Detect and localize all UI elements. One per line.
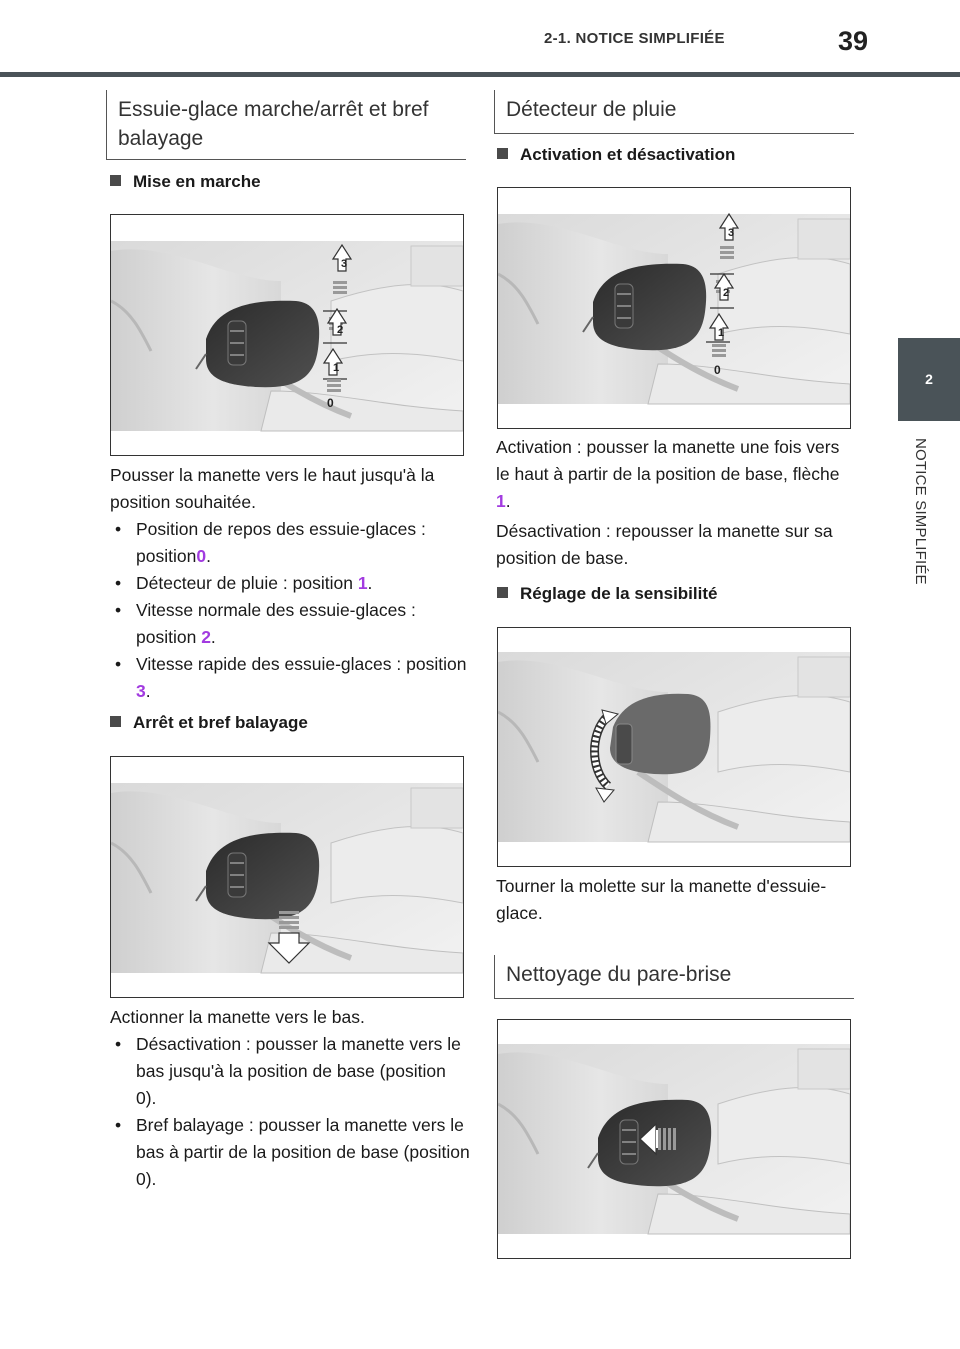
square-bullet-icon: [110, 175, 121, 186]
figure-label: 1: [718, 327, 725, 339]
figure-label: 1: [333, 362, 340, 374]
mise-en-marche-intro: Pousser la manette vers le haut jusqu'à la position souhaitée.: [110, 465, 435, 512]
sensitivity-dial-illustration: [498, 628, 850, 866]
running-header-section: 2-1. NOTICE SIMPLIFIÉE: [544, 30, 725, 47]
figure-activation: [497, 187, 851, 429]
figure-label: 3: [728, 227, 735, 239]
subheading-mise-en-marche: [110, 172, 261, 192]
square-bullet-icon: [497, 148, 508, 159]
subheading-label: Arrêt et bref balayage: [133, 713, 308, 732]
page-number: 39: [838, 26, 869, 56]
chapter-tab-label: NOTICE SIMPLIFIÉE: [912, 438, 929, 585]
subheading-label: Activation et désactivation: [520, 145, 736, 164]
figure-nettoyage: [497, 1019, 851, 1259]
list-item: • Bref balayage : pousser la manette vers le bas à partir de la position de base (position 0).: [110, 1112, 470, 1193]
subheading-activation: [497, 145, 735, 165]
figure-label: 2: [723, 287, 730, 299]
section-heading-essuie-glace: Essuie-glace marche/arrêt et bref balayage: [106, 90, 466, 160]
subheading-sensibilite: [497, 584, 717, 604]
desactivation-text: Désactivation : repousser la manette sur sa position de base.: [496, 521, 833, 568]
activation-text: Activation : pousser la manette une fois vers le haut à partir de la position de base, flèche 1.: [496, 437, 840, 511]
arret-intro: Actionner la manette vers le bas.: [110, 1007, 365, 1027]
square-bullet-icon: [110, 716, 121, 727]
figure-arret: [110, 756, 464, 998]
header-rule: [0, 72, 960, 77]
rain-sensor-stalk-illustration: [498, 188, 850, 428]
square-bullet-icon: [497, 587, 508, 598]
figure-label: 2: [337, 324, 344, 336]
arret-list: [110, 1031, 470, 1193]
figure-label: 3: [341, 258, 348, 270]
figure-label: 0: [714, 363, 721, 377]
subheading-arret: [110, 713, 308, 733]
section-heading-nettoyage: Nettoyage du pare-brise: [494, 955, 854, 999]
list-item: • Vitesse rapide des essuie-glaces : position 3.: [110, 651, 470, 705]
subheading-label: Réglage de la sensibilité: [520, 584, 718, 603]
figure-label: 0: [327, 396, 334, 410]
list-item: • Vitesse normale des essuie-glaces : position 2.: [110, 597, 470, 651]
wiper-stalk-up-illustration: [111, 215, 463, 455]
subheading-label: Mise en marche: [133, 172, 261, 191]
section-heading-detecteur: Détecteur de pluie: [494, 90, 854, 134]
figure-mise-en-marche: [110, 214, 464, 456]
figure-sensibilite: [497, 627, 851, 867]
sensibilite-text: Tourner la molette sur la manette d'essuie-glace.: [496, 876, 827, 923]
wiper-stalk-down-illustration: [111, 757, 463, 997]
chapter-tab: 2: [898, 338, 960, 421]
list-item: • Désactivation : pousser la manette vers le bas jusqu'à la position de base (position 0).: [110, 1031, 470, 1112]
mise-en-marche-list: [110, 516, 470, 705]
list-item: • Détecteur de pluie : position 1.: [110, 570, 470, 597]
windshield-wash-illustration: [498, 1020, 850, 1258]
list-item: • Position de repos des essuie-glaces : position0.: [110, 516, 470, 570]
